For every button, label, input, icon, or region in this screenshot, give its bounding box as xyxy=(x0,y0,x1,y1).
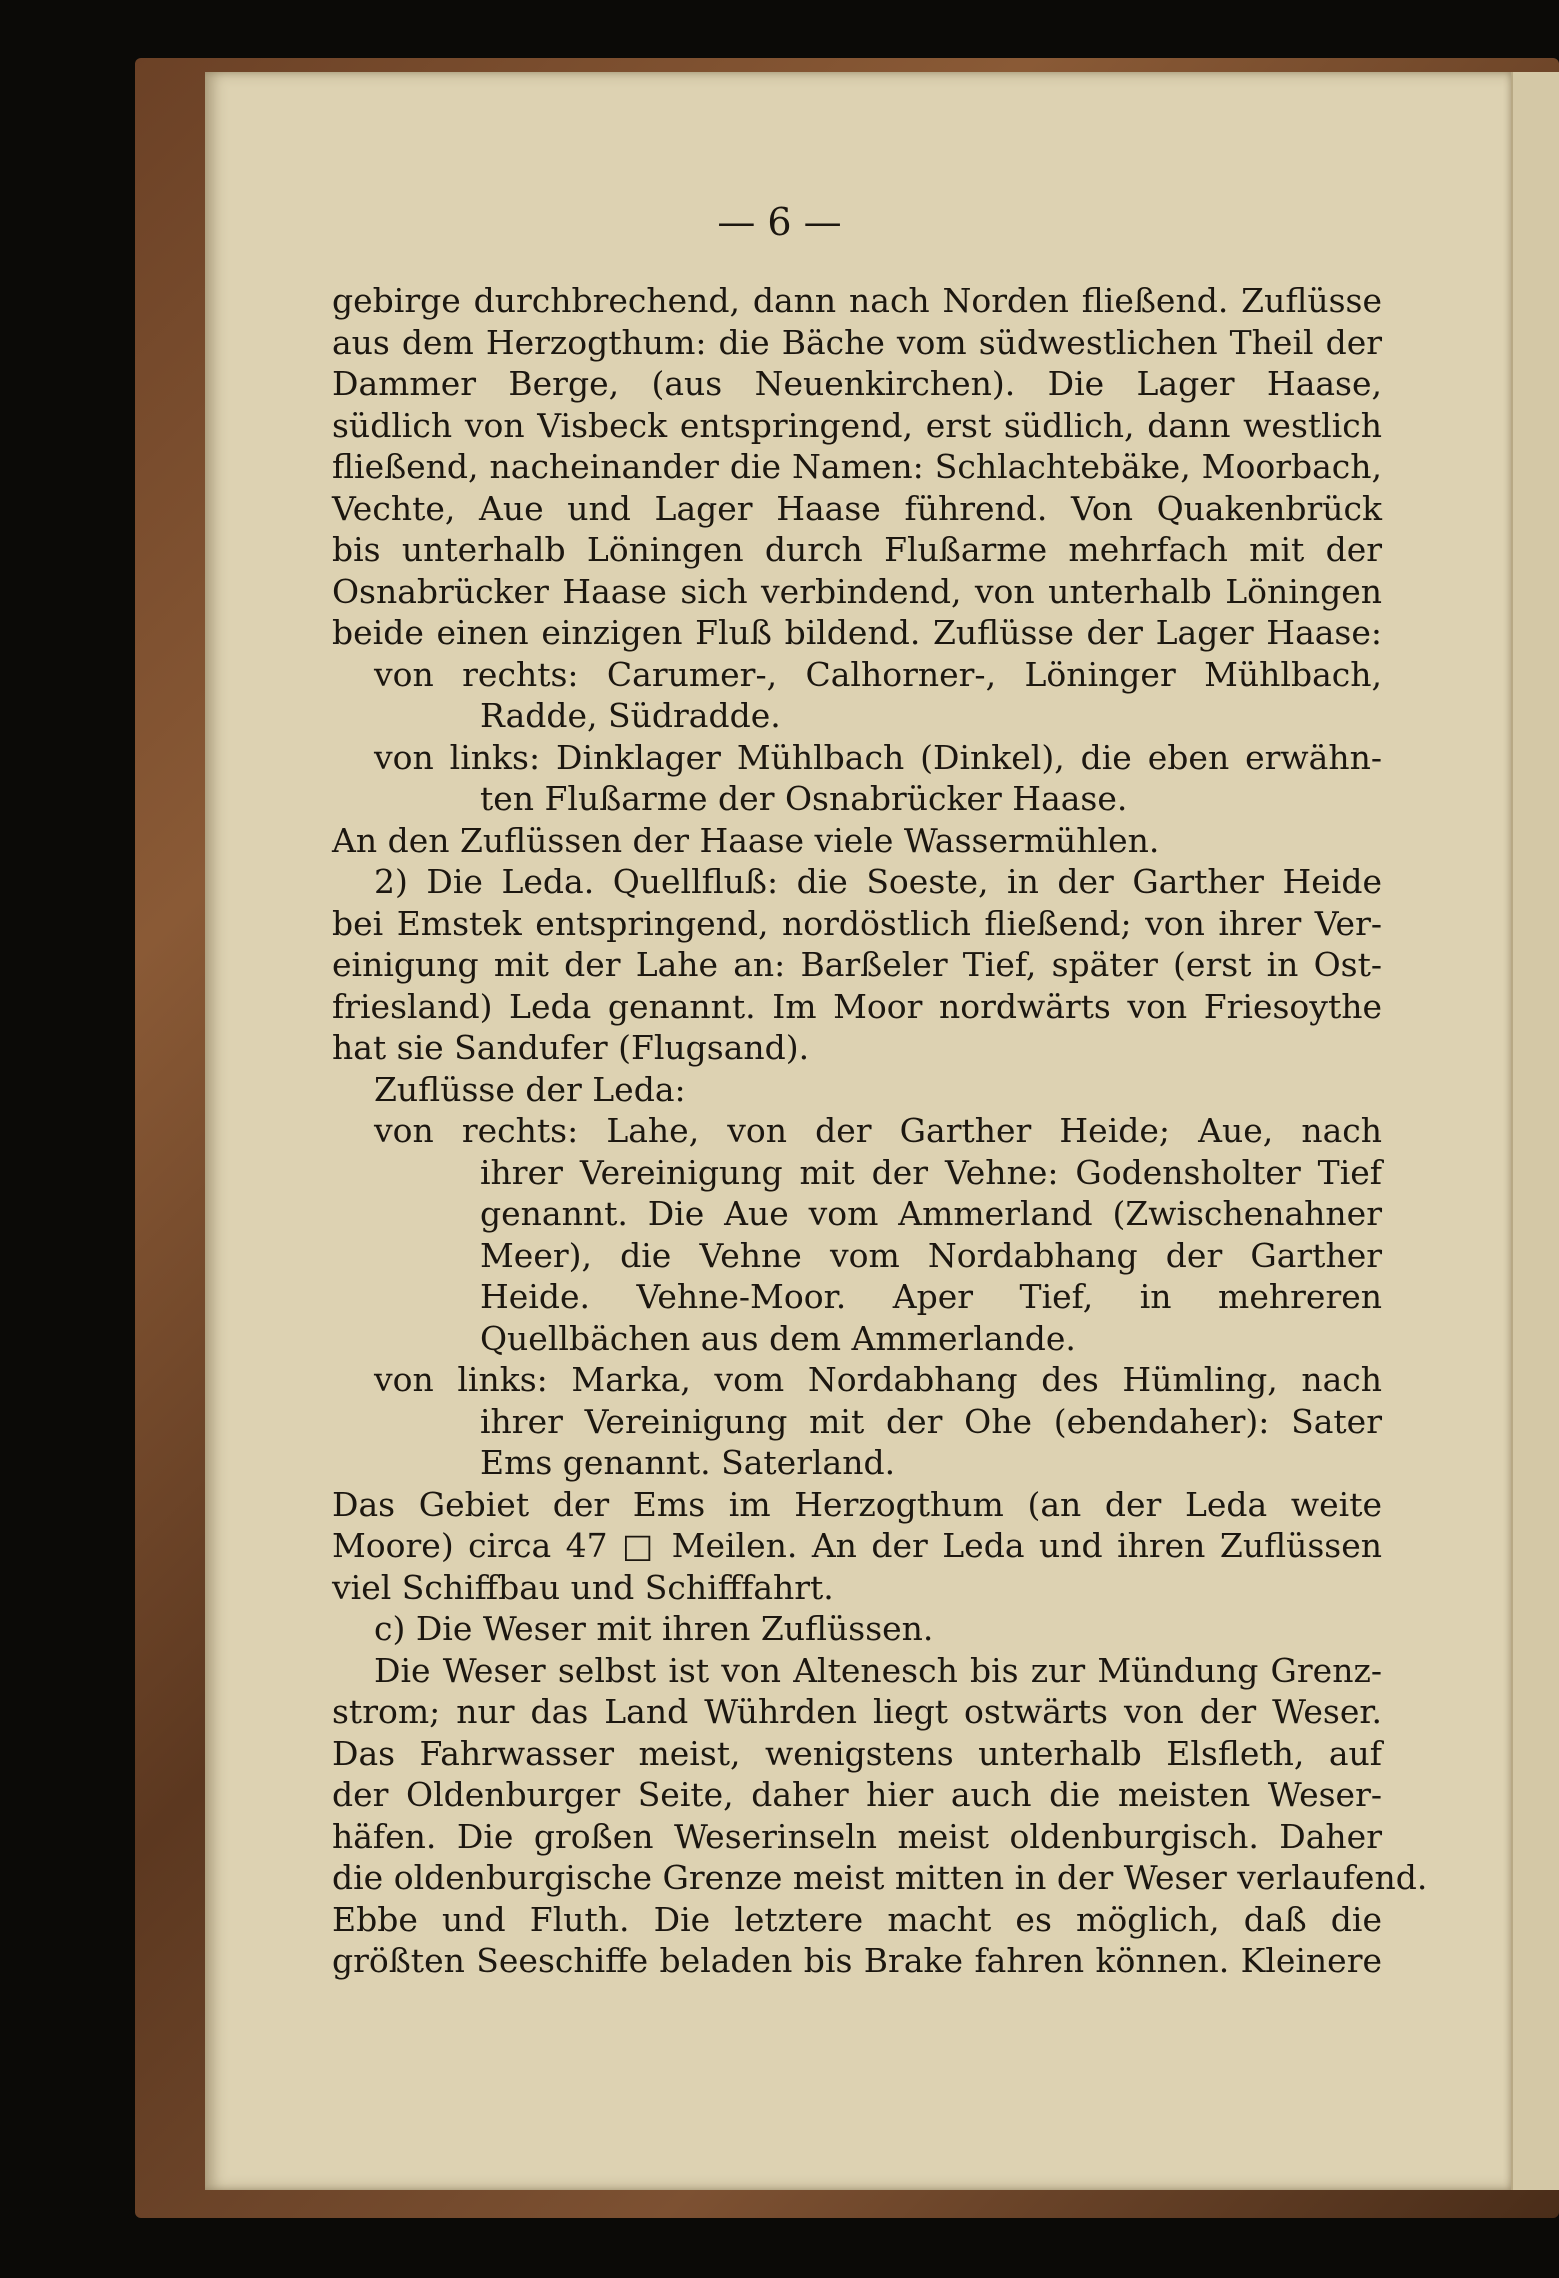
text-line: ten Flußarme der Osnabrücker Haase. xyxy=(480,779,1128,818)
text-line: genannt. Die Aue vom Ammerland (Zwischenahner xyxy=(480,1194,1382,1233)
text-line: strom; nur das Land Wührden liegt ostwärts von der Weser. xyxy=(332,1692,1382,1731)
text-line: die oldenburgische Grenze meist mitten in der Weser verlaufend. xyxy=(332,1858,1428,1897)
page-number: — 6 — xyxy=(717,200,842,244)
text-line: Ems genannt. Saterland. xyxy=(480,1443,896,1482)
text-line: c) Die Weser mit ihren Zuflüssen. xyxy=(374,1609,934,1648)
text-line: Ebbe und Fluth. Die letztere macht es möglich, daß die xyxy=(332,1899,1382,1939)
text-line: Zuflüsse der Leda: xyxy=(374,1069,686,1109)
page-text xyxy=(332,280,1428,1982)
text-line: 2) Die Leda. Quellfluß: die Soeste, in der Garther Heide xyxy=(374,862,1382,901)
text-line: ihrer Vereinigung mit der Ohe (ebendaher): Sater xyxy=(480,1401,1382,1441)
text-line: Das Fahrwasser meist, wenigstens unterhalb Elsfleth, auf xyxy=(332,1733,1382,1773)
text-line: beide einen einzigen Fluß bildend. Zuflüsse der Lager Haase: xyxy=(332,613,1382,652)
text-line: Quellbächen aus dem Ammerlande. xyxy=(480,1318,1076,1358)
text-line: einigung mit der Lahe an: Barßeler Tief, später (erst in Ost- xyxy=(332,945,1382,984)
text-line: Dammer Berge, (aus Neuenkirchen). Die Lager Haase, xyxy=(332,364,1382,403)
text-line: Osnabrücker Haase sich verbindend, von unterhalb Löningen xyxy=(332,571,1382,611)
text-line: von links: Dinklager Mühlbach (Dinkel), die eben erwähn- xyxy=(374,737,1382,777)
text-line: bei Emstek entspringend, nordöstlich fließend; von ihrer Ver- xyxy=(332,903,1382,943)
text-line: friesland) Leda genannt. Im Moor nordwärts von Friesoythe xyxy=(332,986,1382,1026)
text-line: Heide. Vehne-Moor. Aper Tief, in mehreren xyxy=(480,1277,1382,1316)
text-line: ihrer Vereinigung mit der Vehne: Godensholter Tief xyxy=(480,1152,1382,1192)
text-line: südlich von Visbeck entspringend, erst südlich, dann westlich xyxy=(332,405,1382,445)
text-line: Meer), die Vehne vom Nordabhang der Garther xyxy=(480,1235,1382,1275)
text-line: fließend, nacheinander die Namen: Schlachtebäke, Moorbach, xyxy=(332,447,1382,486)
text-line: bis unterhalb Löningen durch Flußarme mehrfach mit der xyxy=(332,530,1382,569)
text-line: gebirge durchbrechend, dann nach Norden fließend. Zuflüsse xyxy=(332,281,1382,320)
text-line: Moore) circa 47 □ Meilen. An der Leda und ihren Zuflüssen xyxy=(332,1526,1382,1565)
text-line: größten Seeschiffe beladen bis Brake fahren können. Kleinere xyxy=(332,1941,1382,1980)
text-line: Vechte, Aue und Lager Haase führend. Von Quakenbrück xyxy=(332,488,1382,528)
text-line: der Oldenburger Seite, daher hier auch die meisten Weser- xyxy=(332,1775,1382,1814)
text-line: Das Gebiet der Ems im Herzogthum (an der Leda weite xyxy=(332,1484,1382,1524)
text-line: Radde, Südradde. xyxy=(480,696,781,735)
text-line: hat sie Sandufer (Flugsand). xyxy=(332,1028,810,1067)
text-line: von rechts: Carumer-, Calhorner-, Löninger Mühlbach, xyxy=(374,654,1382,694)
text-line: Die Weser selbst ist von Altenesch bis zur Mündung Grenz- xyxy=(374,1650,1382,1690)
text-line: viel Schiffbau und Schifffahrt. xyxy=(332,1567,834,1607)
text-line: von rechts: Lahe, von der Garther Heide; Aue, nach xyxy=(374,1111,1382,1150)
text-line: von links: Marka, vom Nordabhang des Hümling, nach xyxy=(374,1360,1382,1399)
text-line: aus dem Herzogthum: die Bäche vom südwestlichen Theil der xyxy=(332,322,1382,362)
next-page-edge xyxy=(1511,72,1559,2190)
text-line: häfen. Die großen Weserinseln meist oldenburgisch. Daher xyxy=(332,1816,1382,1856)
text-line: An den Zuflüssen der Haase viele Wassermühlen. xyxy=(332,820,1160,860)
